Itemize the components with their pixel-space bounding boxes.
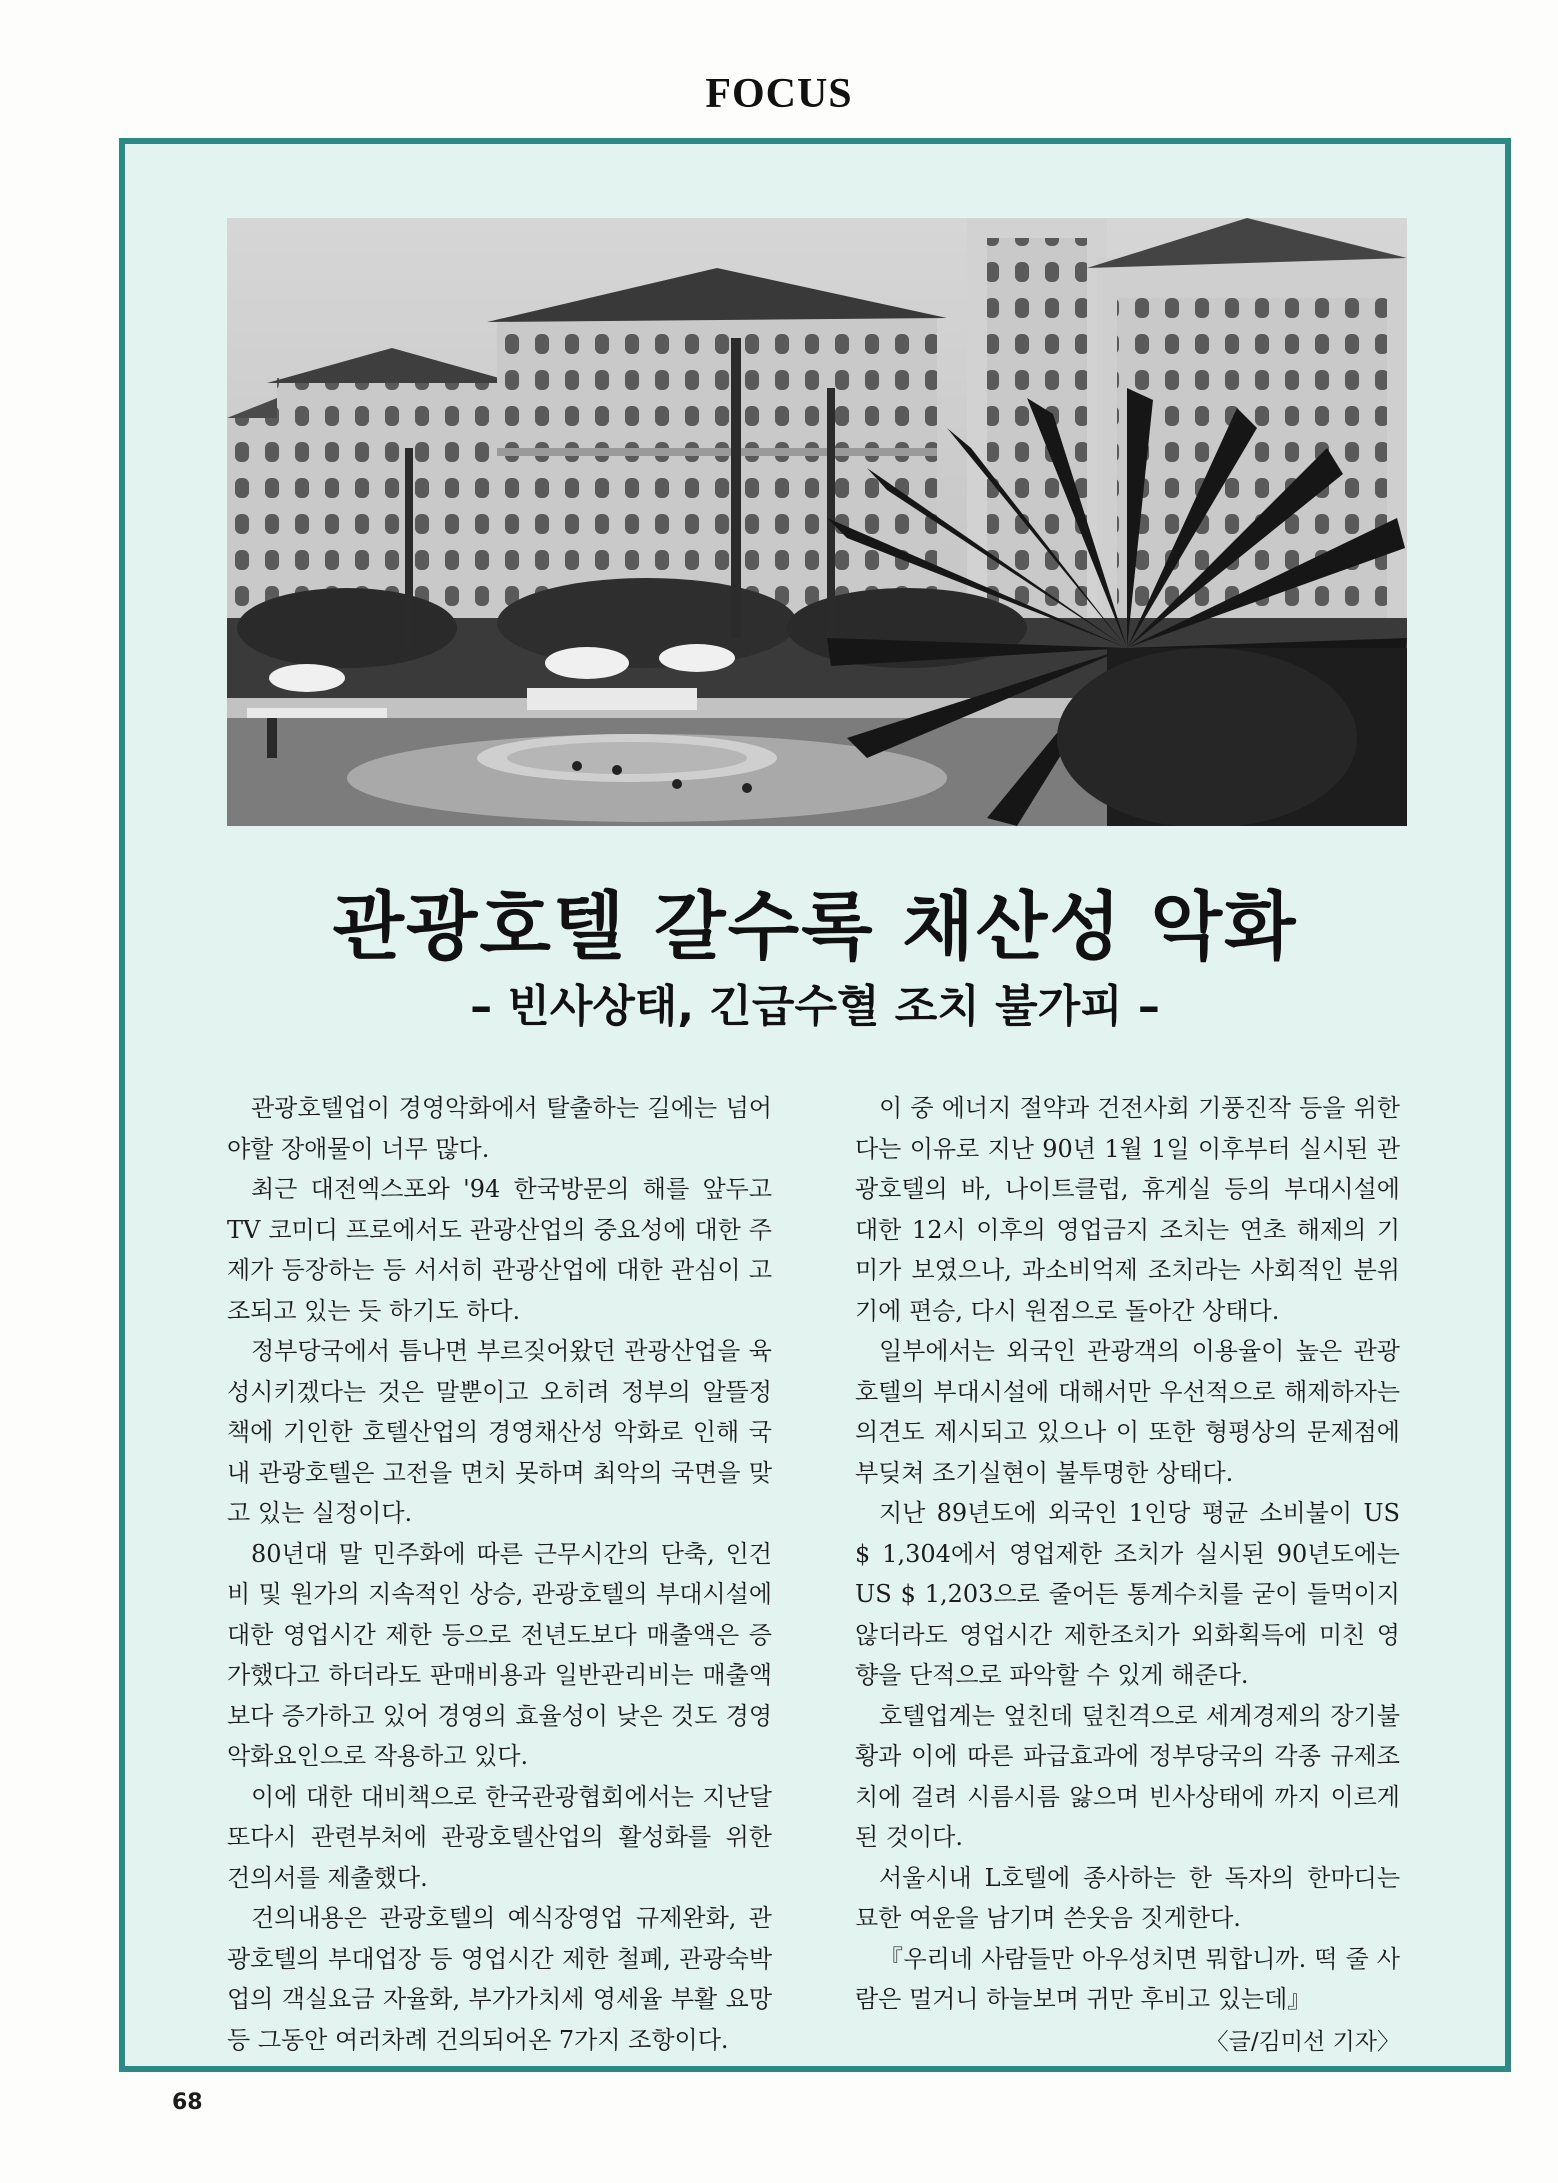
article-paragraph: 지난 89년도에 외국인 1인당 평균 소비불이 US $ 1,304에서 영업제한 조치가 실시된 90년도에는 US $ 1,203으로 줄어든 통계수치를 굳이 들먹이지 않더라도 영업시간 제한조치가 외화획득에 미친 영향을 단적으로 파악할 수 있게 해준다. bbox=[855, 1499, 1400, 1689]
section-label: FOCUS bbox=[705, 71, 853, 117]
article-paragraph: 최근 대전엑스포와 '94 한국방문의 해를 앞두고 TV 코미디 프로에서도 관광산업의 중요성에 대한 주제가 등장하는 등 서서히 관광산업에 대한 관심이 고조되고 있는 듯 하기도 하다. bbox=[227, 1175, 772, 1325]
article-paragraph: 정부당국에서 틈나면 부르짖어왔던 관광산업을 육성시키겠다는 것은 말뿐이고 오히려 정부의 알뜰정책에 기인한 호텔산업의 경영채산성 악화로 인해 국내 관광호텔은 고전을 면치 못하며 최악의 국면을 맞고 있는 실정이다. bbox=[227, 1337, 772, 1527]
article-paragraph: 『우리네 사람들만 아우성치면 뭐합니까. 떡 줄 사람은 멀거니 하늘보며 귀만 후비고 있는데』 bbox=[855, 1944, 1400, 2013]
article-paragraph: 일부에서는 외국인 관광객의 이용율이 높은 관광호텔의 부대시설에 대해서만 우선적으로 해제하자는 의견도 제시되고 있으나 이 또한 형평상의 문제점에 부딪쳐 조기실현이 불투명한 상태다. bbox=[855, 1337, 1400, 1487]
page-number: 68 bbox=[172, 2090, 203, 2115]
article-paragraph: 건의내용은 관광호텔의 예식장영업 규제완화, 관광호텔의 부대업장 등 영업시간 제한 철폐, 관광숙박업의 객실요금 자율화, 부가가치세 영세율 부활 요망 등 그동안 여러차례 건의되어온 7가지 조항이다. bbox=[227, 1904, 772, 2054]
article-paragraph: 이 중 에너지 절약과 건전사회 기풍진작 등을 위한다는 이유로 지난 90년 1월 1일 이후부터 실시된 관광호텔의 바, 나이트클럽, 휴게실 등의 부대시설에 대한 12시 이후의 영업금지 조치는 연초 해제의 기미가 보였으나, 과소비억제 조치라는 사회적인 분위기에 편승, 다시 원점으로 돌아간 상태다. bbox=[855, 1094, 1400, 1325]
article-paragraph: 관광호텔업이 경영악화에서 탈출하는 길에는 넘어야할 장애물이 너무 많다. bbox=[227, 1094, 772, 1163]
article-subheadline: – 빈사상태, 긴급수혈 조치 불가피 – bbox=[470, 981, 1160, 1032]
article-paragraph: 이에 대한 대비책으로 한국관광협회에서는 지난달 또다시 관련부처에 관광호텔산업의 활성화를 위한 건의서를 제출했다. bbox=[227, 1782, 772, 1892]
article-frame bbox=[119, 138, 1511, 2072]
article-paragraph: 80년대 말 민주화에 따른 근무시간의 단축, 인건비 및 원가의 지속적인 상승, 관광호텔의 부대시설에 대한 영업시간 제한 등으로 전년도보다 매출액은 증가했다고 하더라도 판매비용과 일반관리비는 매출액보다 증가하고 있어 경영의 효율성이 낮은 것도 경영악화요인으로 작용하고 있다. bbox=[227, 1539, 772, 1770]
article-paragraph: 서울시내 L호텔에 종사하는 한 독자의 한마디는 묘한 여운을 남기며 쓴웃음 짓게한다. bbox=[855, 1863, 1400, 1932]
article-column-left bbox=[227, 1088, 772, 2060]
article-paragraph: 호텔업계는 엎친데 덮친격으로 세계경제의 장기불황과 이에 따른 파급효과에 정부당국의 각종 규제조치에 걸려 시름시름 앓으며 빈사상태에 까지 이르게 된 것이다. bbox=[855, 1701, 1400, 1851]
article-headline: 관광호텔 갈수록 채산성 악화 bbox=[332, 884, 1298, 970]
hotel-photo bbox=[227, 218, 1407, 826]
article-column-right bbox=[855, 1088, 1400, 2062]
byline: 〈글/김미선 기자〉 bbox=[1205, 2028, 1400, 2055]
